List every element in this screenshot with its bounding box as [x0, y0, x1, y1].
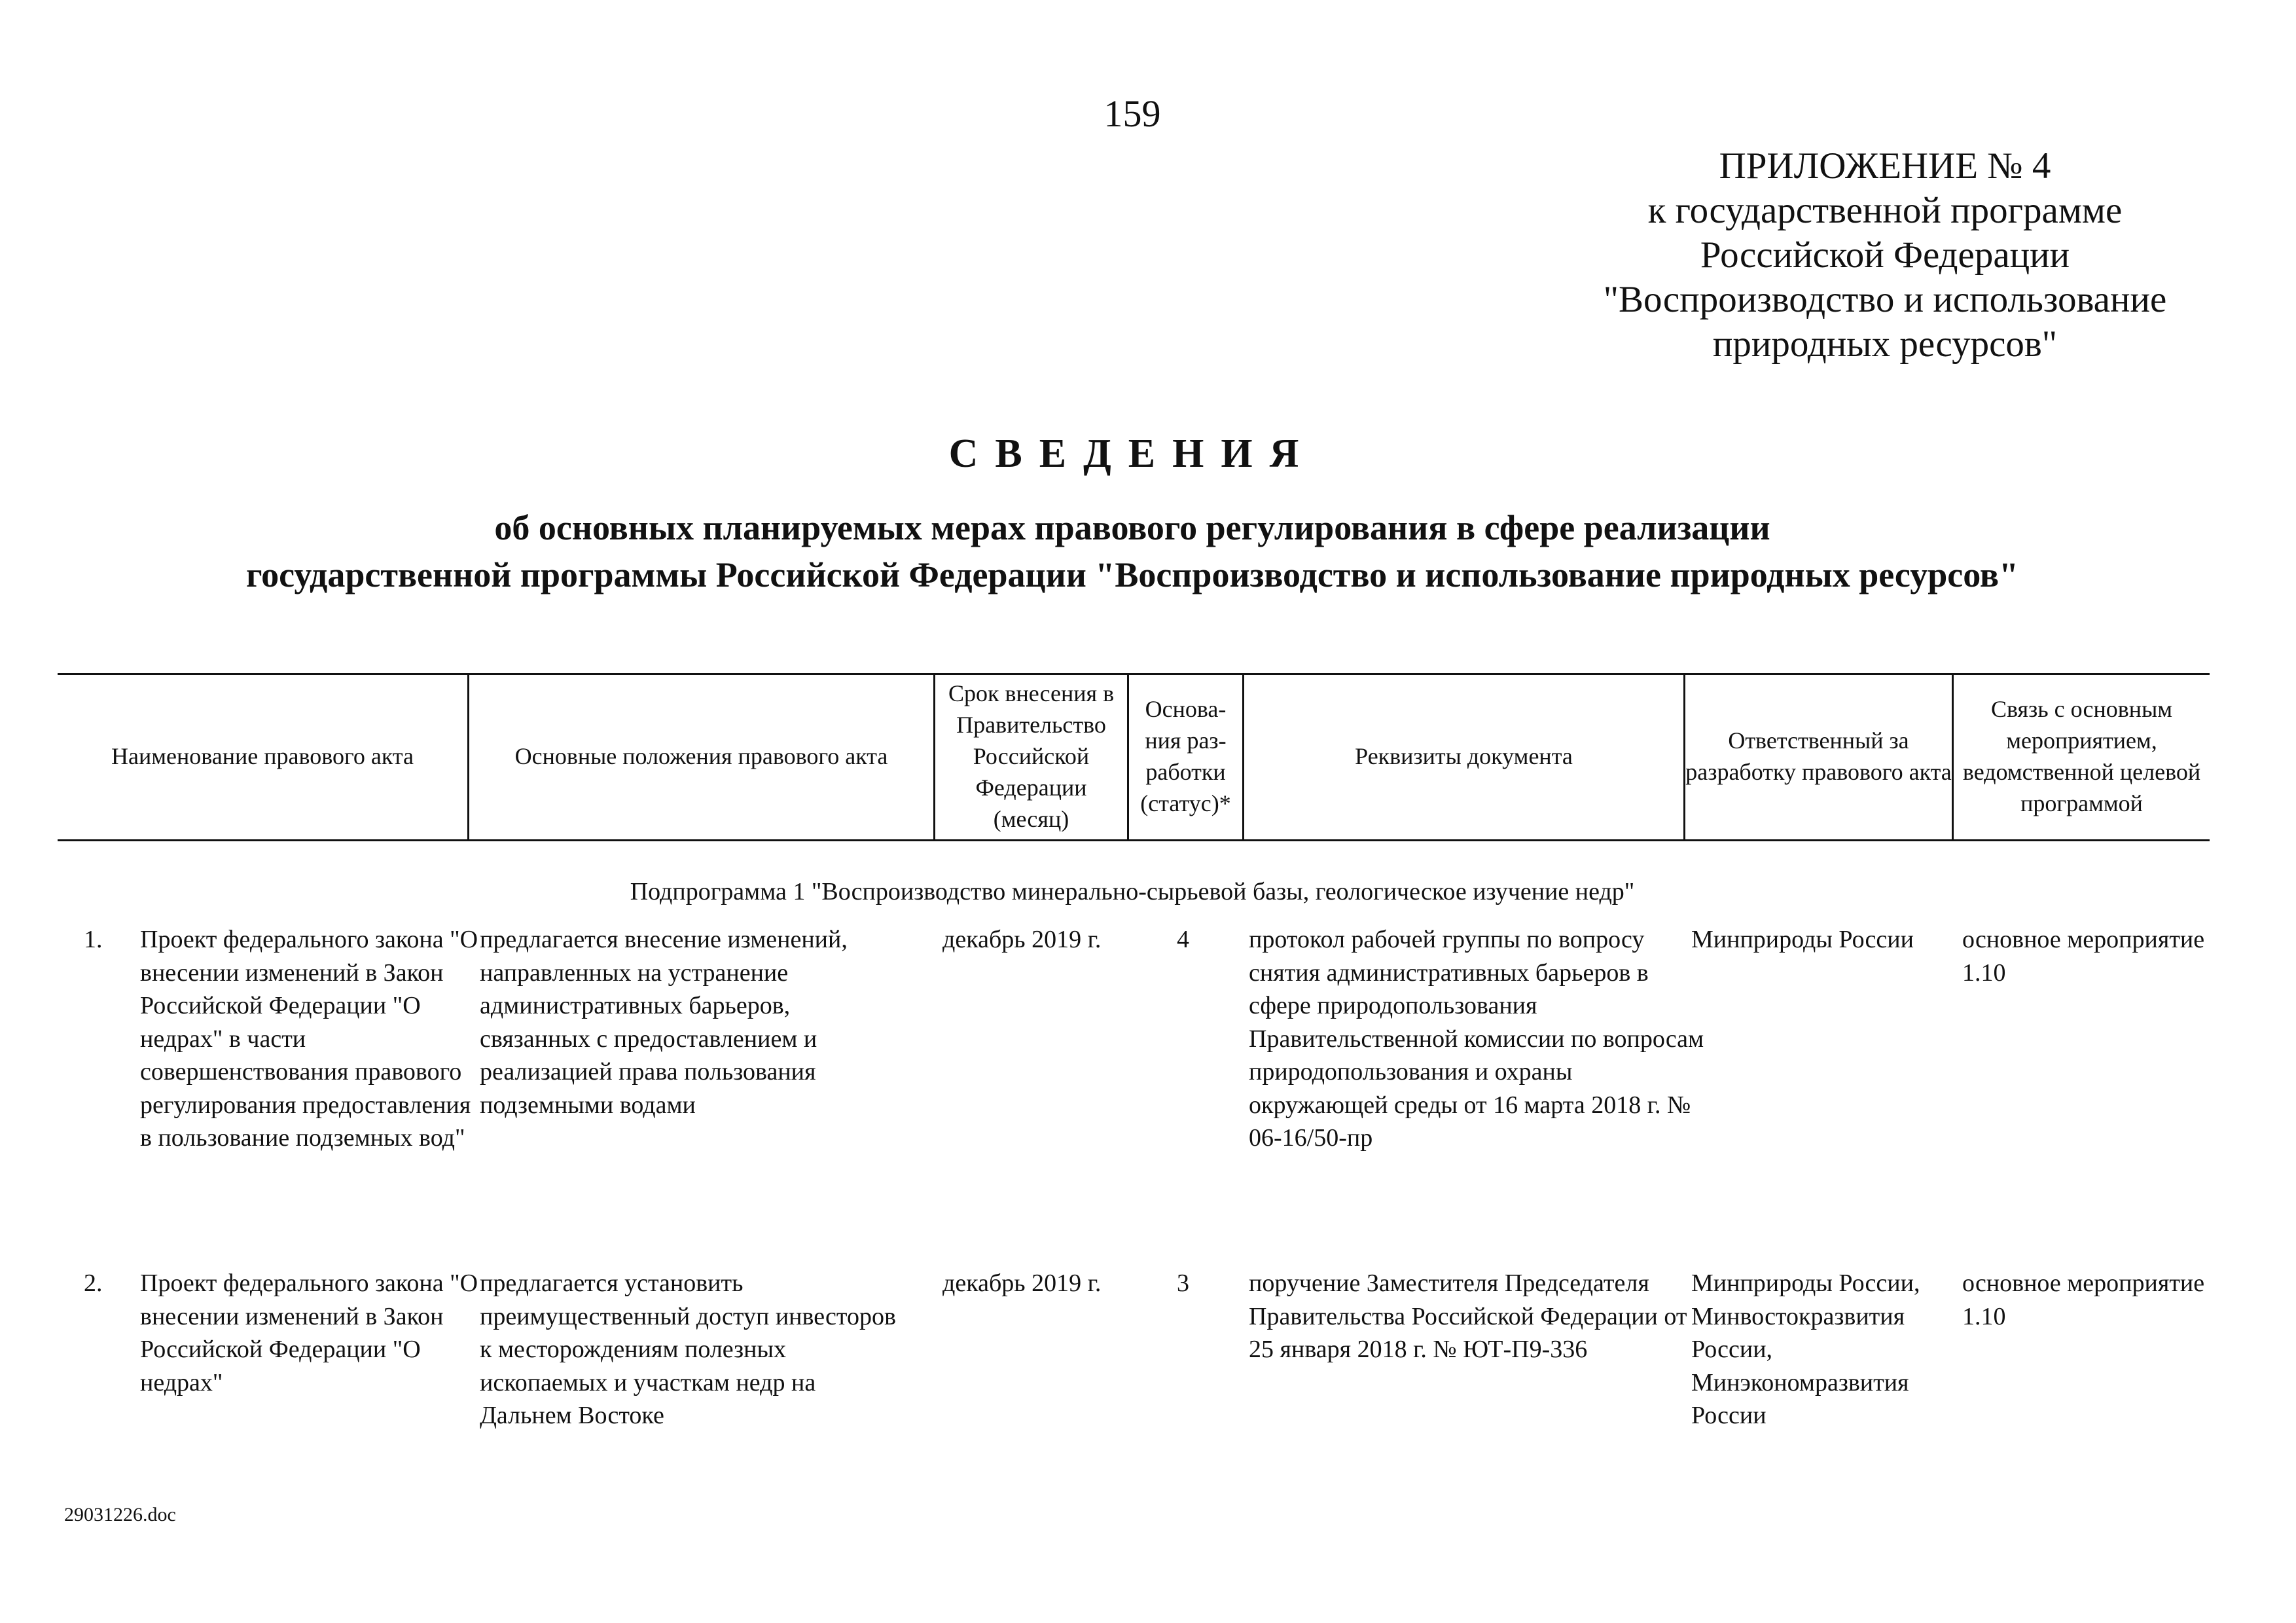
act-status: 3: [1177, 1269, 1189, 1297]
annex-line: "Воспроизводство и использование: [1603, 279, 2167, 320]
header-status: Основа-ния раз-работки (статус)*: [1140, 696, 1231, 816]
act-provisions: предлагается установить преимущественный доступ инвесторов к месторождениям полезных ископаемых и участкам недр на Дальнем Востоке: [480, 1269, 896, 1429]
subtitle-line-1: об основных планируемых мерах правового регулирования в сфере реализации: [494, 508, 1770, 547]
act-program-link: основное мероприятие 1.10: [1962, 926, 2205, 987]
annex-line: к государственной программе: [1647, 190, 2123, 231]
act-requisites: протокол рабочей группы по вопросу снятия административных барьеров в сфере природопользования Правительственной комиссии по вопросам природопользования и охраны окружающей среды от 16 марта 2018 г. № 06-16/50-пр: [1249, 926, 1704, 1152]
act-deadline: декабрь 2019 г.: [942, 1269, 1102, 1297]
file-name-footer: 29031226.doc: [64, 1504, 176, 1525]
subtitle-line-2: государственной программы Российской Федерации "Воспроизводство и использование природных ресурсов": [246, 555, 2018, 594]
table-header-bottom-rule: [58, 839, 2210, 841]
header-link: Связь с основным мероприятием, ведомственной целевой программой: [1962, 696, 2201, 816]
act-responsible: Минприроды России: [1691, 926, 1914, 953]
act-requisites: поручение Заместителя Председателя Правительства Российской Федерации от 25 января 2018 г. № ЮТ-П9-336: [1249, 1269, 1687, 1363]
act-name: Проект федерального закона "О внесении изменений в Закон Российской Федерации "О недрах": [140, 1269, 478, 1396]
row-number: 2.: [84, 1269, 103, 1297]
subprogram-heading: Подпрограмма 1 "Воспроизводство минерально-сырьевой базы, геологическое изучение недр": [630, 878, 1635, 905]
act-status: 4: [1177, 926, 1189, 953]
document-title: СВЕДЕНИЯ: [948, 431, 1316, 476]
act-name: Проект федерального закона "О внесении изменений в Закон Российской Федерации "О недрах" в части совершенствования правового регулирования предоставления в пользование подземных вод": [140, 926, 478, 1152]
header-responsible: Ответственный за разработку правового акта: [1685, 727, 1952, 785]
row-number: 1.: [84, 926, 103, 953]
annex-line: природных ресурсов": [1712, 323, 2058, 365]
header-act-name: Наименование правового акта: [111, 743, 414, 769]
act-provisions: предлагается внесение изменений, направленных на устранение административных барьеров, связанных с предоставлением и реализацией права пользования подземными водами: [480, 926, 848, 1119]
header-requisites: Реквизиты документа: [1355, 743, 1573, 769]
document-subtitle: [0, 504, 2265, 598]
act-deadline: декабрь 2019 г.: [942, 926, 1102, 953]
header-provisions: Основные положения правового акта: [514, 743, 888, 769]
act-responsible: Минприроды России, Минвостокразвития России, Минэкономразвития России: [1691, 1269, 1920, 1429]
page-number: 159: [1103, 92, 1161, 135]
annex-line: Российской Федерации: [1700, 234, 2070, 276]
header-deadline: Срок внесения в Правительство Российской Федерации (месяц): [948, 680, 1115, 832]
act-program-link: основное мероприятие 1.10: [1962, 1269, 2205, 1330]
annex-line: ПРИЛОЖЕНИЕ № 4: [1719, 145, 2051, 187]
annex-header: [1558, 144, 2212, 367]
